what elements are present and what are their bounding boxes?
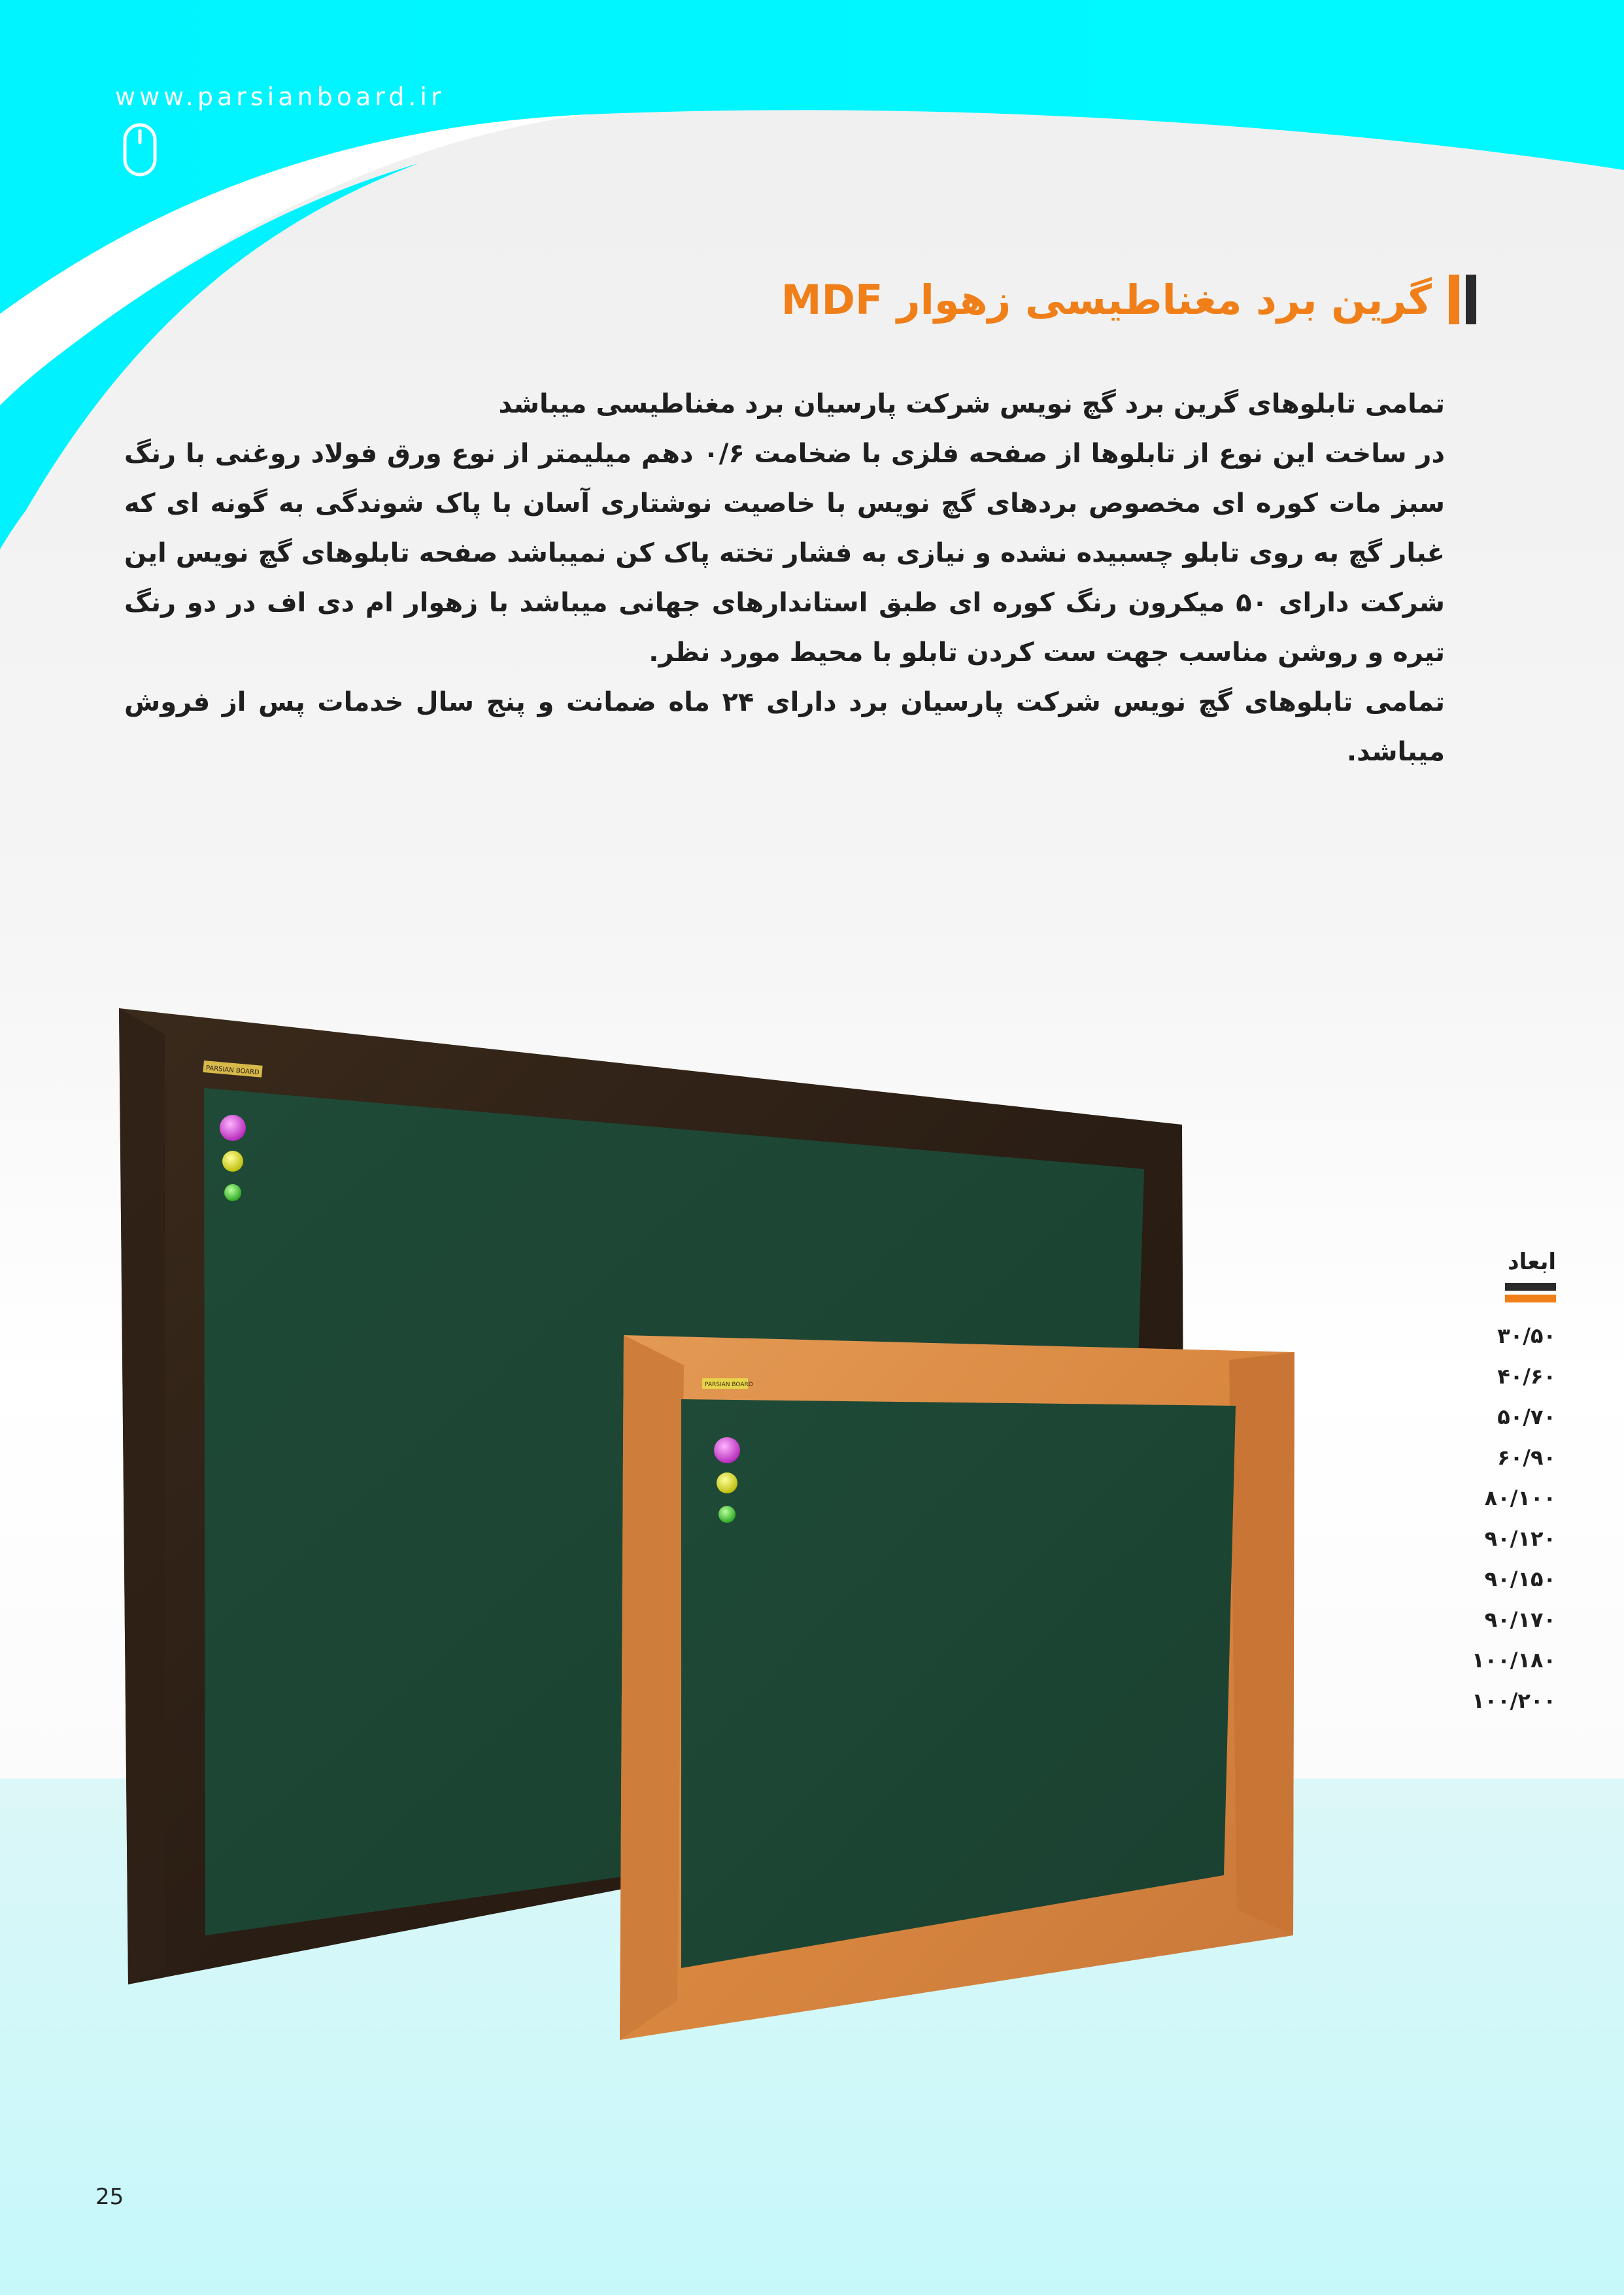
mouse-icon	[123, 123, 157, 177]
page-number: 25	[95, 2184, 124, 2210]
dimension-item: ۹۰/۱۷۰	[1484, 1607, 1556, 1632]
dimensions-bar-dark	[1505, 1283, 1556, 1291]
magnet-pink	[714, 1437, 740, 1463]
magnet-yellow	[222, 1151, 243, 1172]
light-board-label: PARSIAN BOARD	[705, 1382, 753, 1388]
magnet-yellow	[717, 1472, 737, 1493]
magnet-green	[224, 1184, 241, 1201]
paragraph: در ساخت این نوع از تابلوها از صفحه فلزی با ضخامت ۰/۶ دهم میلیمتر از نوع ورق فولاد روغنی با رنگ سبز مات کوره ای مخصوص بردهای گچ نویس با خاصیت نوشتاری آسان با پاک شوندگی به گونه ای که غبار گچ به روی تابلو چسبیده نشده و نیازی به فشار تخته پاک کن نمیباشد صفحه تابلوهای گچ نویس این شرکت دارای ۵۰ میکرون رنگ کوره ای طبق استاندارهای جهانی میباشد با زهوار ام دی اف در دو رنگ تیره و روشن مناسب جهت ست کردن تابلو با محیط مورد نظر.	[124, 439, 1445, 668]
dimension-item: ۴۰/۶۰	[1497, 1364, 1556, 1389]
website-url[interactable]: www.parsianboard.ir	[115, 82, 445, 111]
light-board	[620, 1335, 1294, 2040]
page-title: گرین برد مغناطیسی زهوار MDF	[781, 275, 1432, 324]
dimension-item: ۱۰۰/۲۰۰	[1472, 1688, 1556, 1713]
dimension-item: ۳۰/۵۰	[1497, 1323, 1556, 1348]
product-photo	[111, 994, 1314, 2053]
description-text	[124, 379, 1445, 777]
dimension-item: ۶۰/۹۰	[1497, 1445, 1556, 1470]
dimension-item: ۹۰/۱۲۰	[1484, 1526, 1556, 1551]
paragraph: تمامی تابلوهای گچ نویس شرکت پارسیان برد دارای ۲۴ ماه ضمانت و پنج سال خدمات پس از فروش میباشد.	[124, 687, 1446, 767]
dimension-item: ۹۰/۱۵۰	[1484, 1567, 1556, 1591]
dimension-item: ۵۰/۷۰	[1497, 1404, 1556, 1429]
heading-accent-bars	[1449, 275, 1476, 324]
dimension-item: ۸۰/۱۰۰	[1484, 1486, 1556, 1510]
dimensions-title: ابعاد	[1508, 1249, 1556, 1275]
magnet-green	[719, 1506, 736, 1523]
magnet-pink	[220, 1115, 246, 1141]
dimension-item: ۱۰۰/۱۸۰	[1472, 1648, 1556, 1673]
dimensions-bar-orange	[1505, 1295, 1556, 1302]
dimensions-list	[1464, 1249, 1556, 1721]
paragraph: تمامی تابلوهای گرین برد گچ نویس شرکت پارسیان برد مغناطیسی میباشد	[498, 389, 1445, 419]
dark-board-label: PARSIAN BOARD	[205, 1064, 260, 1077]
section-heading	[781, 273, 1476, 326]
